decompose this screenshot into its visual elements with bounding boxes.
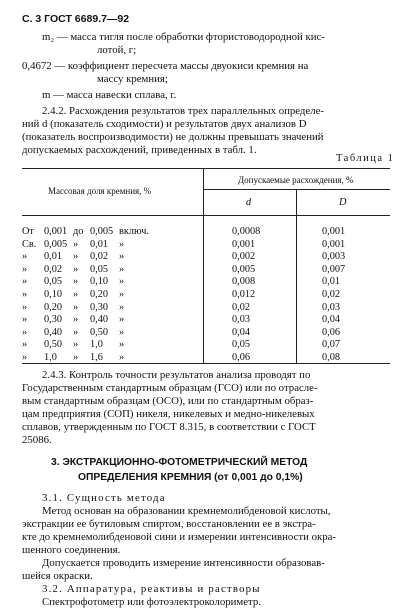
table-cell-s: » xyxy=(119,314,125,326)
table-cell-s: » xyxy=(119,251,125,263)
table-cell-b: 1,6 xyxy=(90,352,103,363)
table-cell-s: » xyxy=(119,339,125,351)
s31-line4: шенного соединения. xyxy=(22,544,121,556)
table-cell-d: 0,06 xyxy=(232,352,251,363)
table-cell-p: » xyxy=(22,352,28,363)
table-cell-m: » xyxy=(73,352,79,363)
section-3-title-range: (от 0,001 до 0,1%) xyxy=(214,472,303,483)
table-cell-b: 0,02 xyxy=(90,251,109,263)
table-col-divider-1 xyxy=(203,168,204,363)
table-cell-p: » xyxy=(22,263,28,275)
table-header-d: d xyxy=(246,197,252,208)
table-cell-p: » xyxy=(22,251,28,263)
para-242-line4: допускаемых расхождений, приведенных в табл. 1. xyxy=(22,144,257,156)
table-cell-a: 0,001 xyxy=(44,226,68,237)
table-cell-d: 0,001 xyxy=(232,238,256,250)
para-242-line2: ний d (показатель сходимости) и результатов двух анализов D xyxy=(22,118,307,130)
table-caption: Таблица 1 xyxy=(336,153,395,164)
table-cell-D: 0,07 xyxy=(322,339,341,351)
table-cell-d: 0,005 xyxy=(232,263,256,275)
table-cell-d: 0,05 xyxy=(232,339,251,351)
table-cell-m: » xyxy=(73,238,79,250)
table-cell-D: 0,06 xyxy=(322,326,341,338)
table-cell-a: 0,01 xyxy=(44,251,63,263)
table-cell-b: 0,01 xyxy=(90,238,109,250)
table-cell-s: включ. xyxy=(119,226,150,237)
definition-coef-line2: массу кремния; xyxy=(97,73,168,85)
table-cell-a: 0,05 xyxy=(44,276,63,288)
table-cell-p: » xyxy=(22,301,28,313)
table-cell-d: 0,012 xyxy=(232,289,256,300)
table-cell-D: 0,001 xyxy=(322,226,346,237)
para-243-line6: 25086. xyxy=(22,434,52,446)
s31-line3: кте до кремнемолибденовой сини и измерении интенсивности окра- xyxy=(22,531,337,543)
para-242-line1: 2.4.2. Расхождения результатов трех параллельных определе- xyxy=(42,105,324,117)
table-cell-m: » xyxy=(73,301,79,313)
table-cell-p: » xyxy=(22,339,28,351)
table-cell-m: » xyxy=(73,276,79,288)
table-cell-b: 0,30 xyxy=(90,301,109,313)
table-cell-b: 0,40 xyxy=(90,314,109,326)
table-header-mass-fraction: Массовая доля кремния, % xyxy=(48,186,152,196)
table-cell-D: 0,08 xyxy=(322,352,341,363)
table-cell-d: 0,03 xyxy=(232,314,251,326)
table-cell-m: » xyxy=(73,251,79,263)
table-cell-d: 0,002 xyxy=(232,251,256,263)
table-cell-d: 0,0008 xyxy=(232,226,261,237)
table-cell-D: 0,003 xyxy=(322,251,346,263)
section-3-title-line1: 3. ЭКСТРАКЦИОННО-ФОТОМЕТРИЧЕСКИЙ МЕТОД xyxy=(51,457,308,468)
table-cell-a: 0,10 xyxy=(44,289,63,300)
table-cell-d: 0,04 xyxy=(232,326,251,338)
table-cell-s: » xyxy=(119,263,125,275)
table-cell-m: » xyxy=(73,326,79,338)
table-cell-s: » xyxy=(119,352,125,363)
table-cell-b: 0,50 xyxy=(90,326,109,338)
s31-line5: Допускается проводить измерение интенсивности образовав- xyxy=(42,557,325,569)
table-cell-a: 0,50 xyxy=(44,339,63,351)
section-3-title-line2 xyxy=(78,471,303,483)
s32-line1: Спектрофотометр или фотоэлектроколориметр. xyxy=(42,596,261,608)
table-cell-b: 1,0 xyxy=(90,339,103,351)
table-cell-D: 0,03 xyxy=(322,301,341,313)
table-header-D: D xyxy=(339,197,347,208)
table-cell-b: 0,10 xyxy=(90,276,109,288)
definition-coef-line1: 0,4672 — коэффициент пересчета массы двуокиси кремния на xyxy=(22,60,309,72)
subsection-32-heading: 3.2. Аппаратура, реактивы и растворы xyxy=(42,583,261,595)
table-cell-D: 0,01 xyxy=(322,276,341,288)
table-cell-D: 0,04 xyxy=(322,314,341,326)
table-cell-p: » xyxy=(22,326,28,338)
table-cell-m: до xyxy=(73,226,84,237)
table-cell-m: » xyxy=(73,263,79,275)
table-cell-p: » xyxy=(22,276,28,288)
table-cell-D: 0,001 xyxy=(322,238,346,250)
para-243-line1: 2.4.3. Контроль точности результатов анализа проводят по xyxy=(42,369,311,381)
definition-m2-line2: лотой, г; xyxy=(97,44,137,56)
table-cell-p: » xyxy=(22,289,28,300)
table-cell-m: » xyxy=(73,339,79,351)
table-cell-a: 0,40 xyxy=(44,326,63,338)
para-242-line3: (показатель воспроизводимости) не должны превышать значений xyxy=(22,131,324,143)
table-cell-s: » xyxy=(119,326,125,338)
table-cell-s: » xyxy=(119,289,125,300)
table-cell-m: » xyxy=(73,314,79,326)
table-cell-d: 0,02 xyxy=(232,301,251,313)
table-cell-p: Св. xyxy=(22,238,37,250)
table-cell-d: 0,008 xyxy=(232,276,256,288)
table-top-rule xyxy=(22,168,390,169)
para-243-line2: Государственным стандартным образцам (ГСО) или по отрасле- xyxy=(22,382,318,394)
s31-line6: шейся окраски. xyxy=(22,570,93,582)
table-cell-a: 1,0 xyxy=(44,352,57,363)
table-cell-s: » xyxy=(119,301,125,313)
s31-line1: Метод основан на образовании кремнемолибденовой кислоты, xyxy=(42,505,331,517)
table-cell-p: От xyxy=(22,226,34,237)
para-243-line3: вым стандартным образцам (ОСО), или по стандартным образ- xyxy=(22,395,314,407)
s31-line2: экстракции ее бутиловым спиртом, восстановлении ее в экстра- xyxy=(22,518,316,530)
table-cell-a: 0,02 xyxy=(44,263,63,275)
table-cell-a: 0,30 xyxy=(44,314,63,326)
table-cell-s: » xyxy=(119,276,125,288)
table-cell-p: » xyxy=(22,314,28,326)
definition-m2-line1: m₂ — масса тигля после обработки фтористоводородной кис- xyxy=(42,31,325,43)
definition-m: m — масса навески сплава, г. xyxy=(42,89,177,101)
table-cell-m: » xyxy=(73,289,79,300)
table-cell-D: 0,007 xyxy=(322,263,346,275)
section-3-title-main: ОПРЕДЕЛЕНИЯ КРЕМНИЯ xyxy=(78,472,212,483)
table-cell-b: 0,05 xyxy=(90,263,109,275)
table-cell-D: 0,02 xyxy=(322,289,341,300)
table-cell-a: 0,005 xyxy=(44,238,68,250)
table-cell-b: 0,005 xyxy=(90,226,114,237)
table-col-divider-2 xyxy=(296,189,297,363)
table-cell-a: 0,20 xyxy=(44,301,63,313)
para-243-line4: цам предприятия (СОП) никеля, никелевых и медно-никелевых xyxy=(22,408,315,420)
table-header-rule xyxy=(22,215,390,216)
subsection-31-heading: 3.1. Сущность метода xyxy=(42,492,166,504)
table-cell-b: 0,20 xyxy=(90,289,109,300)
table-header-tolerances: Допускаемые расхождения, % xyxy=(238,175,354,185)
page-header: С. 3 ГОСТ 6689.7—92 xyxy=(22,13,130,25)
table-cell-s: » xyxy=(119,238,125,250)
para-243-line5: сплавов, утвержденным по ГОСТ 8.315, в соответствии с ГОСТ xyxy=(22,421,316,433)
